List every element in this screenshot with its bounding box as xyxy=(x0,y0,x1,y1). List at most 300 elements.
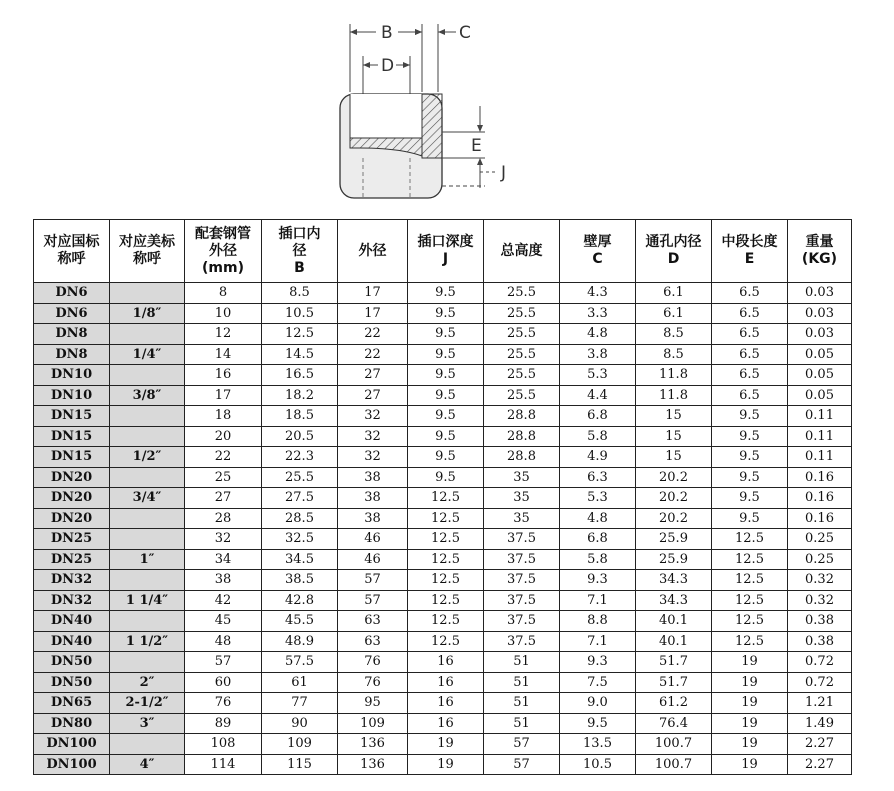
table-cell: 34 xyxy=(185,549,262,570)
table-row xyxy=(34,324,852,345)
column-header-line: 插口内 xyxy=(278,225,321,242)
gb-nominal-cell: DN100 xyxy=(34,734,110,755)
table-cell: 4.4 xyxy=(560,385,636,406)
column-header-line: 插口深度 xyxy=(417,234,474,250)
table-cell: 45 xyxy=(185,611,262,632)
table-cell: 27 xyxy=(338,385,408,406)
table-cell: 16 xyxy=(408,652,484,673)
table-cell: 28.8 xyxy=(484,447,560,468)
table-cell: 5.8 xyxy=(560,549,636,570)
table-cell: 6.5 xyxy=(712,324,788,345)
table-row xyxy=(34,467,852,488)
column-header xyxy=(110,220,185,283)
table-cell: 38 xyxy=(185,570,262,591)
column-header-line: 对应美标 xyxy=(119,234,175,250)
gb-nominal-cell: DN40 xyxy=(34,631,110,652)
table-cell: 6.5 xyxy=(712,344,788,365)
us-nominal-cell: 2″ xyxy=(110,672,185,693)
table-row xyxy=(34,693,852,714)
table-row xyxy=(34,549,852,570)
table-row xyxy=(34,385,852,406)
table-cell: 89 xyxy=(185,713,262,734)
us-nominal-cell: 1 1/4″ xyxy=(110,590,185,611)
table-cell: 1.49 xyxy=(788,713,852,734)
gb-nominal-cell: DN65 xyxy=(34,693,110,714)
table-cell: 10 xyxy=(185,303,262,324)
column-header-line: 总高度 xyxy=(500,242,543,259)
table-cell: 37.5 xyxy=(484,611,560,632)
table-cell: 12.5 xyxy=(408,488,484,509)
table-cell: 40.1 xyxy=(636,631,712,652)
table-cell: 9.5 xyxy=(712,447,788,468)
table-row xyxy=(34,713,852,734)
table-cell: 9.5 xyxy=(408,303,484,324)
table-cell: 15 xyxy=(636,406,712,427)
gb-nominal-cell: DN20 xyxy=(34,488,110,509)
table-cell: 45.5 xyxy=(262,611,338,632)
table-cell: 0.25 xyxy=(788,549,852,570)
table-cell: 17 xyxy=(185,385,262,406)
gb-nominal-cell: DN10 xyxy=(34,385,110,406)
column-header-line: C xyxy=(592,251,603,267)
gb-nominal-cell: DN15 xyxy=(34,426,110,447)
column-header xyxy=(712,220,788,283)
column-header-line: (KG) xyxy=(801,251,838,267)
column-header xyxy=(560,220,636,283)
us-nominal-cell: 3/8″ xyxy=(110,385,185,406)
table-cell: 6.1 xyxy=(636,303,712,324)
label-b: B xyxy=(381,23,393,43)
us-nominal-cell: 3″ xyxy=(110,713,185,734)
table-cell: 11.8 xyxy=(636,385,712,406)
gb-nominal-cell: DN100 xyxy=(34,754,110,775)
column-header-line: E xyxy=(744,251,755,267)
table-cell: 57.5 xyxy=(262,652,338,673)
table-cell: 16.5 xyxy=(262,365,338,386)
table-cell: 57 xyxy=(338,590,408,611)
table-cell: 0.03 xyxy=(788,303,852,324)
label-c: C xyxy=(459,23,471,43)
column-header xyxy=(788,220,852,283)
table-cell: 115 xyxy=(262,754,338,775)
table-cell: 17 xyxy=(338,303,408,324)
table-cell: 9.3 xyxy=(560,652,636,673)
table-cell: 57 xyxy=(484,754,560,775)
table-cell: 20.2 xyxy=(636,488,712,509)
table-cell: 9.5 xyxy=(408,426,484,447)
table-row xyxy=(34,426,852,447)
table-cell: 12.5 xyxy=(408,570,484,591)
us-nominal-cell: 1/4″ xyxy=(110,344,185,365)
table-cell: 32 xyxy=(338,447,408,468)
us-nominal-cell xyxy=(110,529,185,550)
table-cell: 8.5 xyxy=(636,324,712,345)
table-cell: 46 xyxy=(338,549,408,570)
table-cell: 100.7 xyxy=(636,754,712,775)
us-nominal-cell: 3/4″ xyxy=(110,488,185,509)
table-cell: 25.5 xyxy=(484,303,560,324)
table-cell: 76 xyxy=(338,672,408,693)
table-row xyxy=(34,611,852,632)
table-cell: 0.16 xyxy=(788,508,852,529)
table-cell: 63 xyxy=(338,611,408,632)
table-row xyxy=(34,406,852,427)
table-cell: 22 xyxy=(338,344,408,365)
table-cell: 9.5 xyxy=(712,467,788,488)
table-cell: 136 xyxy=(338,734,408,755)
table-cell: 25.5 xyxy=(484,283,560,304)
table-cell: 37.5 xyxy=(484,529,560,550)
table-cell: 17 xyxy=(338,283,408,304)
table-cell: 28.8 xyxy=(484,426,560,447)
table-cell: 0.05 xyxy=(788,385,852,406)
column-header-line: 重量 xyxy=(805,234,834,250)
table-cell: 76 xyxy=(338,652,408,673)
table-cell: 9.5 xyxy=(712,488,788,509)
table-cell: 34.5 xyxy=(262,549,338,570)
column-header-line: 中段长度 xyxy=(721,234,778,250)
table-cell: 0.38 xyxy=(788,611,852,632)
table-row xyxy=(34,570,852,591)
table-cell: 19 xyxy=(712,713,788,734)
table-cell: 27 xyxy=(338,365,408,386)
table-cell: 9.5 xyxy=(712,426,788,447)
table-cell: 14.5 xyxy=(262,344,338,365)
us-nominal-cell: 2-1/2″ xyxy=(110,693,185,714)
table-cell: 12.5 xyxy=(712,611,788,632)
table-cell: 0.11 xyxy=(788,426,852,447)
table-cell: 38 xyxy=(338,508,408,529)
table-cell: 51.7 xyxy=(636,672,712,693)
table-cell: 12.5 xyxy=(712,590,788,611)
table-cell: 51 xyxy=(484,693,560,714)
table-row xyxy=(34,344,852,365)
table-cell: 42 xyxy=(185,590,262,611)
table-cell: 6.8 xyxy=(560,529,636,550)
table-cell: 22.3 xyxy=(262,447,338,468)
table-cell: 9.3 xyxy=(560,570,636,591)
us-nominal-cell xyxy=(110,611,185,632)
us-nominal-cell xyxy=(110,652,185,673)
table-cell: 12.5 xyxy=(408,590,484,611)
table-cell: 77 xyxy=(262,693,338,714)
table-cell: 11.8 xyxy=(636,365,712,386)
gb-nominal-cell: DN8 xyxy=(34,324,110,345)
table-cell: 25.5 xyxy=(484,385,560,406)
us-nominal-cell xyxy=(110,283,185,304)
gb-nominal-cell: DN25 xyxy=(34,549,110,570)
column-header-line: D xyxy=(667,251,680,267)
table-cell: 5.3 xyxy=(560,365,636,386)
socket-weld-diagram xyxy=(330,8,530,213)
column-header-line: 称呼 xyxy=(133,251,161,267)
gb-nominal-cell: DN80 xyxy=(34,713,110,734)
us-nominal-cell: 1 1/2″ xyxy=(110,631,185,652)
table-cell: 9.5 xyxy=(408,467,484,488)
table-cell: 51 xyxy=(484,652,560,673)
column-header xyxy=(185,220,262,283)
table-cell: 108 xyxy=(185,734,262,755)
table-cell: 27.5 xyxy=(262,488,338,509)
table-row xyxy=(34,365,852,386)
table-cell: 51 xyxy=(484,713,560,734)
table-cell: 6.8 xyxy=(560,406,636,427)
column-header-line: 通孔内径 xyxy=(645,234,702,250)
column-header xyxy=(34,220,110,283)
table-row xyxy=(34,672,852,693)
column-header xyxy=(262,220,338,283)
table-cell: 37.5 xyxy=(484,631,560,652)
table-cell: 18.5 xyxy=(262,406,338,427)
gb-nominal-cell: DN25 xyxy=(34,529,110,550)
table-cell: 0.03 xyxy=(788,324,852,345)
spec-table xyxy=(33,219,852,775)
table-cell: 12.5 xyxy=(408,508,484,529)
table-cell: 1.21 xyxy=(788,693,852,714)
column-header-line: 配套钢管 xyxy=(195,225,251,242)
table-cell: 6.5 xyxy=(712,385,788,406)
table-cell: 0.72 xyxy=(788,672,852,693)
table-cell: 51.7 xyxy=(636,652,712,673)
gb-nominal-cell: DN20 xyxy=(34,467,110,488)
table-cell: 6.1 xyxy=(636,283,712,304)
table-cell: 57 xyxy=(338,570,408,591)
table-row xyxy=(34,590,852,611)
table-cell: 35 xyxy=(484,508,560,529)
table-cell: 0.32 xyxy=(788,570,852,591)
table-row xyxy=(34,631,852,652)
table-cell: 48 xyxy=(185,631,262,652)
table-cell: 6.5 xyxy=(712,303,788,324)
table-cell: 19 xyxy=(408,734,484,755)
table-cell: 12.5 xyxy=(712,570,788,591)
table-cell: 3.3 xyxy=(560,303,636,324)
column-header xyxy=(338,220,408,283)
us-nominal-cell xyxy=(110,324,185,345)
column-header-line: 壁厚 xyxy=(583,234,612,250)
table-row xyxy=(34,488,852,509)
table-row xyxy=(34,303,852,324)
table-cell: 9.5 xyxy=(408,344,484,365)
label-e: E xyxy=(471,136,482,156)
table-cell: 22 xyxy=(338,324,408,345)
table-cell: 7.5 xyxy=(560,672,636,693)
table-cell: 3.8 xyxy=(560,344,636,365)
table-cell: 5.8 xyxy=(560,426,636,447)
gb-nominal-cell: DN40 xyxy=(34,611,110,632)
column-header-line: B xyxy=(294,259,305,276)
table-cell: 9.5 xyxy=(408,283,484,304)
table-cell: 35 xyxy=(484,488,560,509)
column-header xyxy=(408,220,484,283)
table-cell: 34.3 xyxy=(636,570,712,591)
column-header xyxy=(636,220,712,283)
table-cell: 90 xyxy=(262,713,338,734)
table-cell: 28.5 xyxy=(262,508,338,529)
table-cell: 7.1 xyxy=(560,631,636,652)
table-cell: 20.5 xyxy=(262,426,338,447)
table-cell: 25.5 xyxy=(484,365,560,386)
us-nominal-cell xyxy=(110,426,185,447)
table-cell: 7.1 xyxy=(560,590,636,611)
table-cell: 10.5 xyxy=(262,303,338,324)
table-row xyxy=(34,734,852,755)
table-cell: 32 xyxy=(185,529,262,550)
table-cell: 27 xyxy=(185,488,262,509)
header-row xyxy=(34,220,852,283)
column-header-line: 外径 xyxy=(358,242,387,259)
table-cell: 109 xyxy=(262,734,338,755)
gb-nominal-cell: DN32 xyxy=(34,590,110,611)
table-cell: 12.5 xyxy=(408,549,484,570)
table-cell: 8.5 xyxy=(262,283,338,304)
table-cell: 12.5 xyxy=(712,549,788,570)
table-cell: 37.5 xyxy=(484,549,560,570)
table-cell: 57 xyxy=(484,734,560,755)
table-cell: 19 xyxy=(712,754,788,775)
table-cell: 42.8 xyxy=(262,590,338,611)
gb-nominal-cell: DN6 xyxy=(34,283,110,304)
column-header-line: (mm) xyxy=(202,259,244,276)
label-j: J xyxy=(501,163,507,183)
table-cell: 28 xyxy=(185,508,262,529)
table-cell: 20 xyxy=(185,426,262,447)
table-cell: 0.03 xyxy=(788,283,852,304)
table-cell: 18 xyxy=(185,406,262,427)
table-row xyxy=(34,283,852,304)
table-cell: 16 xyxy=(408,672,484,693)
column-header-line: 称呼 xyxy=(57,251,86,267)
table-cell: 6.5 xyxy=(712,365,788,386)
table-cell: 9.5 xyxy=(560,713,636,734)
us-nominal-cell xyxy=(110,570,185,591)
table-cell: 19 xyxy=(712,734,788,755)
table-cell: 25.5 xyxy=(484,324,560,345)
table-cell: 12.5 xyxy=(712,631,788,652)
table-cell: 16 xyxy=(408,693,484,714)
table-cell: 34.3 xyxy=(636,590,712,611)
table-cell: 0.38 xyxy=(788,631,852,652)
us-nominal-cell: 1″ xyxy=(110,549,185,570)
gb-nominal-cell: DN6 xyxy=(34,303,110,324)
table-row xyxy=(34,508,852,529)
table-cell: 6.5 xyxy=(712,283,788,304)
table-cell: 12.5 xyxy=(408,529,484,550)
table-cell: 9.5 xyxy=(712,508,788,529)
table-cell: 0.16 xyxy=(788,467,852,488)
us-nominal-cell xyxy=(110,508,185,529)
us-nominal-cell xyxy=(110,467,185,488)
table-cell: 32 xyxy=(338,426,408,447)
us-nominal-cell: 1/8″ xyxy=(110,303,185,324)
gb-nominal-cell: DN50 xyxy=(34,672,110,693)
table-cell: 38.5 xyxy=(262,570,338,591)
table-cell: 76 xyxy=(185,693,262,714)
table-cell: 15 xyxy=(636,426,712,447)
table-cell: 57 xyxy=(185,652,262,673)
table-cell: 0.25 xyxy=(788,529,852,550)
table-cell: 38 xyxy=(338,488,408,509)
table-cell: 9.5 xyxy=(408,447,484,468)
table-cell: 0.16 xyxy=(788,488,852,509)
table-cell: 0.05 xyxy=(788,365,852,386)
table-cell: 9.5 xyxy=(408,365,484,386)
column-header xyxy=(484,220,560,283)
table-cell: 0.32 xyxy=(788,590,852,611)
table-cell: 15 xyxy=(636,447,712,468)
table-cell: 4.8 xyxy=(560,508,636,529)
table-cell: 16 xyxy=(185,365,262,386)
table-cell: 18.2 xyxy=(262,385,338,406)
table-cell: 8.5 xyxy=(636,344,712,365)
table-cell: 13.5 xyxy=(560,734,636,755)
table-cell: 9.5 xyxy=(408,385,484,406)
table-cell: 48.9 xyxy=(262,631,338,652)
table-cell: 76.4 xyxy=(636,713,712,734)
table-cell: 114 xyxy=(185,754,262,775)
table-cell: 20.2 xyxy=(636,508,712,529)
table-cell: 60 xyxy=(185,672,262,693)
us-nominal-cell: 1/2″ xyxy=(110,447,185,468)
table-cell: 0.11 xyxy=(788,447,852,468)
table-cell: 37.5 xyxy=(484,570,560,591)
table-cell: 95 xyxy=(338,693,408,714)
table-cell: 25.5 xyxy=(262,467,338,488)
table-cell: 40.1 xyxy=(636,611,712,632)
table-cell: 16 xyxy=(408,713,484,734)
table-cell: 4.3 xyxy=(560,283,636,304)
table-cell: 0.72 xyxy=(788,652,852,673)
us-nominal-cell xyxy=(110,406,185,427)
column-header-line: 外径 xyxy=(209,242,237,259)
table-cell: 37.5 xyxy=(484,590,560,611)
table-row xyxy=(34,529,852,550)
table-row xyxy=(34,652,852,673)
column-header-line: 对应国标 xyxy=(43,234,100,250)
gb-nominal-cell: DN20 xyxy=(34,508,110,529)
table-cell: 25.9 xyxy=(636,529,712,550)
table-cell: 6.3 xyxy=(560,467,636,488)
table-cell: 25.9 xyxy=(636,549,712,570)
table-cell: 4.8 xyxy=(560,324,636,345)
table-cell: 32 xyxy=(338,406,408,427)
table-cell: 14 xyxy=(185,344,262,365)
table-cell: 35 xyxy=(484,467,560,488)
us-nominal-cell xyxy=(110,365,185,386)
table-cell: 0.05 xyxy=(788,344,852,365)
us-nominal-cell xyxy=(110,734,185,755)
table-cell: 38 xyxy=(338,467,408,488)
table-cell: 19 xyxy=(712,672,788,693)
table-cell: 61.2 xyxy=(636,693,712,714)
gb-nominal-cell: DN50 xyxy=(34,652,110,673)
table-cell: 109 xyxy=(338,713,408,734)
table-cell: 9.0 xyxy=(560,693,636,714)
table-cell: 25 xyxy=(185,467,262,488)
table-cell: 20.2 xyxy=(636,467,712,488)
table-cell: 46 xyxy=(338,529,408,550)
table-row xyxy=(34,754,852,775)
table-cell: 2.27 xyxy=(788,754,852,775)
table-cell: 19 xyxy=(712,693,788,714)
table-row xyxy=(34,447,852,468)
table-cell: 12.5 xyxy=(262,324,338,345)
table-cell: 12.5 xyxy=(408,631,484,652)
table-cell: 8.8 xyxy=(560,611,636,632)
gb-nominal-cell: DN10 xyxy=(34,365,110,386)
table-cell: 32.5 xyxy=(262,529,338,550)
gb-nominal-cell: DN15 xyxy=(34,406,110,427)
